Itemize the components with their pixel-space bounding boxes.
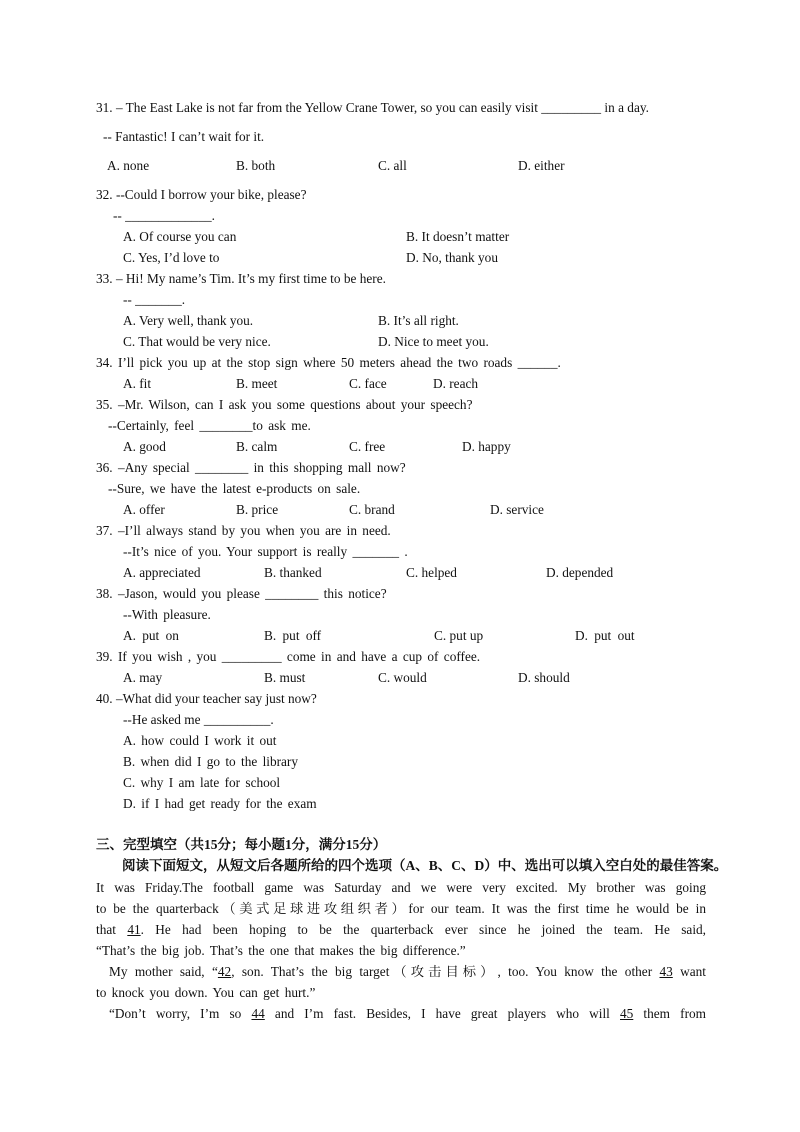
q37-option-b: B. thanked	[264, 565, 322, 580]
section-instruction: 阅读下面短文，从短文后各题所给的四个选项（A、B、C、D）中、选出可以填入空白处的最佳答案。	[122, 858, 728, 873]
q35-option-c: C. free	[349, 439, 386, 454]
q32-option-b: B. It doesn’t matter	[406, 229, 510, 244]
passage-line-7: “Don’t worry, I’m so 44 and I’m fast. Besides, I have great players who will 45 them from	[109, 1006, 707, 1021]
q31-option-a: A. none	[107, 158, 150, 173]
q39-option-a: A. may	[123, 670, 163, 685]
q33-reply: -- _______.	[123, 292, 186, 307]
q35-option-a: A. good	[123, 439, 166, 454]
q34-option-b: B. meet	[236, 376, 278, 391]
q38-stem: 38. –Jason, would you please ________ this notice?	[96, 586, 387, 601]
blank-41: 41	[127, 922, 141, 937]
q31-option-b: B. both	[236, 158, 276, 173]
q40-reply: --He asked me __________.	[123, 712, 274, 727]
q37-option-a: A. appreciated	[123, 565, 201, 580]
q35-stem: 35. –Mr. Wilson, can I ask you some questions about your speech?	[96, 397, 473, 412]
q40-option-a: A. how could I work it out	[123, 733, 277, 748]
q31-reply: -- Fantastic! I can’t wait for it.	[103, 129, 265, 144]
q34-stem: 34. I’ll pick you up at the stop sign where 50 meters ahead the two roads ______.	[96, 355, 561, 370]
passage-line-3: that 41. He had been hoping to be the quarterback ever since he joined the team. He said,	[96, 922, 706, 937]
q32-reply: -- _____________.	[113, 208, 215, 223]
q32-option-c: C. Yes, I’d love to	[123, 250, 220, 265]
q39-option-b: B. must	[264, 670, 306, 685]
q34-option-c: C. face	[349, 376, 387, 391]
q36-option-d: D. service	[490, 502, 544, 517]
q39-option-d: D. should	[518, 670, 570, 685]
q31-stem: 31. – The East Lake is not far from the Yellow Crane Tower, so you can easily visit _________ in a day.	[96, 100, 649, 115]
q37-reply: --It’s nice of you. Your support is really _______ .	[123, 544, 408, 559]
q33-option-c: C. That would be very nice.	[123, 334, 271, 349]
q37-option-c: C. helped	[406, 565, 457, 580]
q39-option-c: C. would	[378, 670, 427, 685]
q38-reply: --With pleasure.	[123, 607, 211, 622]
passage-line-6: to knock you down. You can get hurt.”	[96, 985, 316, 1000]
q31-option-c: C. all	[378, 158, 407, 173]
q34-option-a: A. fit	[123, 376, 152, 391]
q33-option-d: D. Nice to meet you.	[378, 334, 489, 349]
q40-option-b: B. when did I go to the library	[123, 754, 299, 769]
q40-option-c: C. why I am late for school	[123, 775, 281, 790]
q36-reply: --Sure, we have the latest e-products on sale.	[108, 481, 361, 496]
q37-stem: 37. –I’ll always stand by you when you are in need.	[96, 523, 391, 538]
q33-stem: 33. – Hi! My name’s Tim. It’s my first time to be here.	[96, 271, 386, 286]
q34-option-d: D. reach	[433, 376, 479, 391]
q38-option-b: B. put off	[264, 628, 322, 643]
passage-line-5: My mother said, “42, son. That’s the big target（攻击目标）, too. You know the other 43 want	[109, 964, 706, 979]
blank-44: 44	[251, 1006, 265, 1021]
q32-option-d: D. No, thank you	[406, 250, 498, 265]
blank-43: 43	[659, 964, 673, 979]
q36-option-a: A. offer	[123, 502, 165, 517]
q31-option-d: D. either	[518, 158, 565, 173]
q36-option-c: C. brand	[349, 502, 395, 517]
q33-option-b: B. It’s all right.	[378, 313, 459, 328]
q38-option-c: C. put up	[434, 628, 484, 643]
blank-42: 42	[217, 964, 232, 979]
q38-option-d: D. put out	[575, 628, 635, 643]
q33-option-a: A. Very well, thank you.	[123, 313, 254, 328]
q35-reply: --Certainly, feel ________to ask me.	[108, 418, 311, 433]
q38-option-a: A. put on	[123, 628, 179, 643]
blank-45: 45	[620, 1006, 634, 1021]
q32-option-a: A. Of course you can	[123, 229, 237, 244]
q40-option-d: D. if I had get ready for the exam	[123, 796, 317, 811]
q32-stem: 32. --Could I borrow your bike, please?	[96, 187, 307, 202]
passage-line-2: to be the quarterback（美式足球进攻组织者）for our team. It was the first time he would be in	[96, 901, 706, 916]
q36-option-b: B. price	[236, 502, 279, 517]
q37-option-d: D. depended	[546, 565, 614, 580]
q40-stem: 40. –What did your teacher say just now?	[96, 691, 317, 706]
q36-stem: 36. –Any special ________ in this shopping mall now?	[96, 460, 406, 475]
q35-option-b: B. calm	[236, 439, 278, 454]
passage-line-1: It was Friday.The football game was Saturday and we were very excited. My brother was going	[96, 880, 706, 895]
q35-option-d: D. happy	[462, 439, 511, 454]
section-heading: 三、完型填空（共15分；每小题1分，满分15分）	[96, 837, 387, 852]
passage-line-4: “That’s the big job. That’s the one that makes the big difference.”	[96, 943, 466, 958]
q39-stem: 39. If you wish , you _________ come in and have a cup of coffee.	[96, 649, 481, 664]
